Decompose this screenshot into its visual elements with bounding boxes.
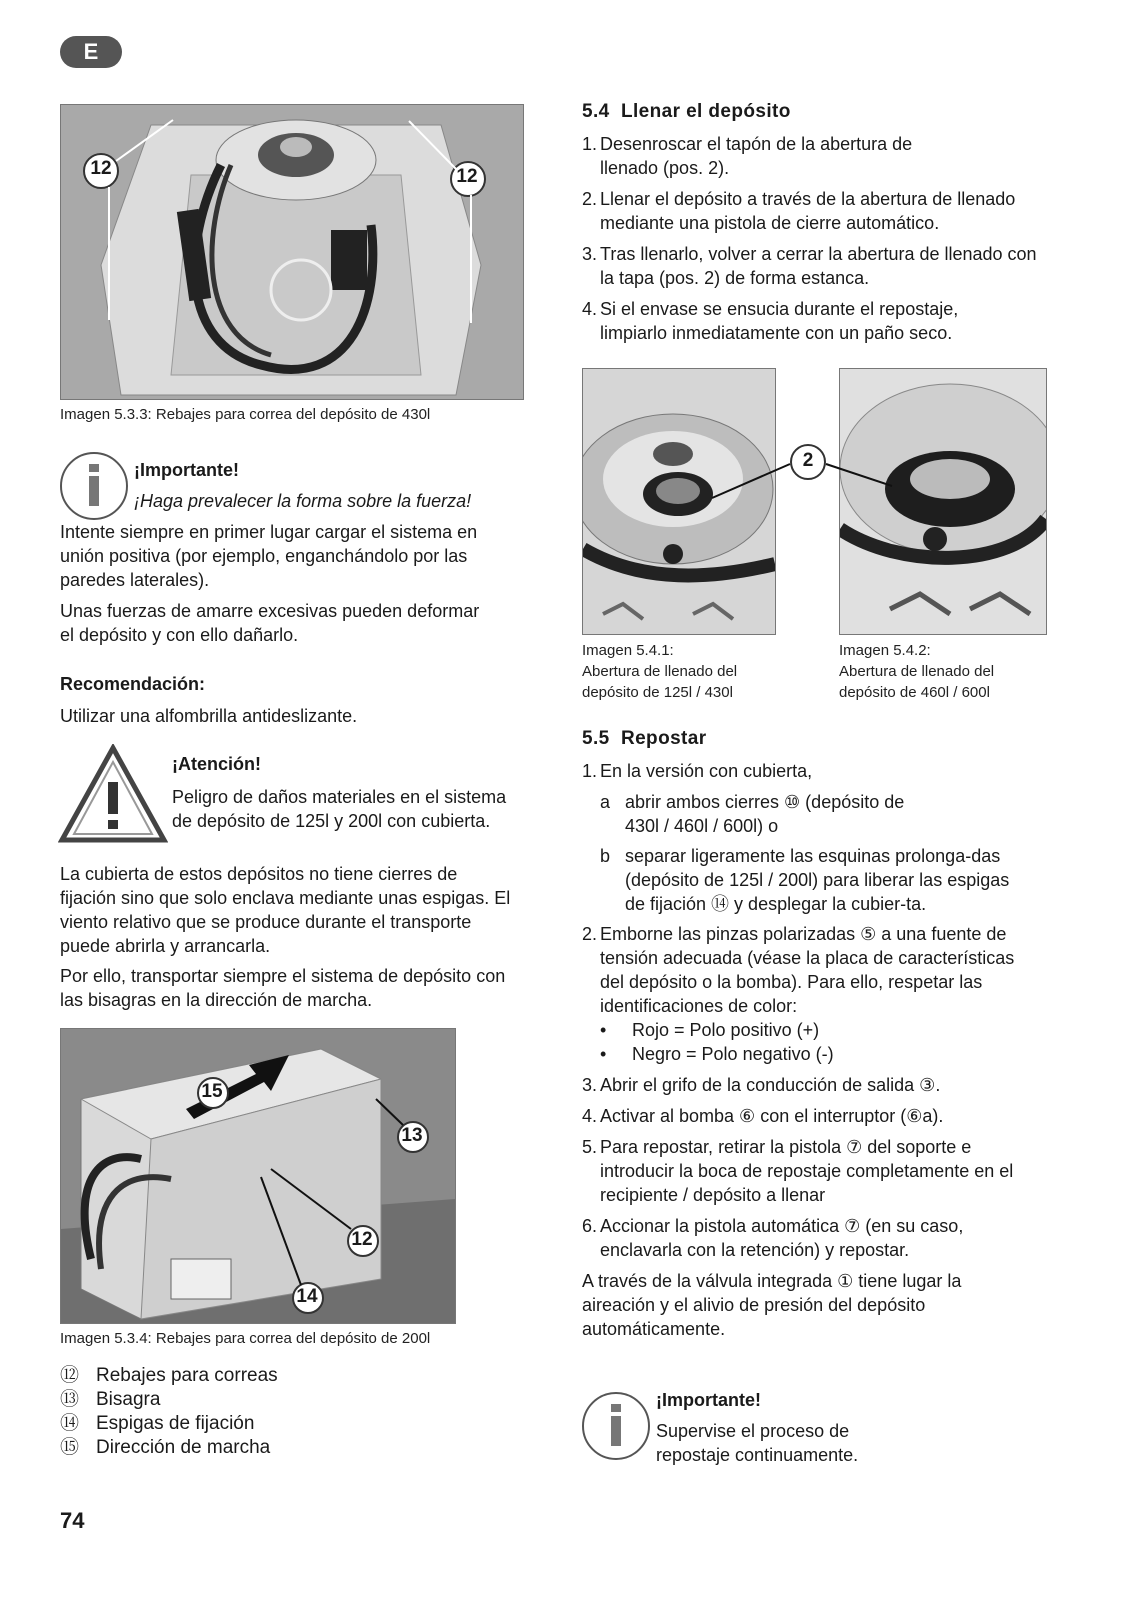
language-badge: E: [60, 36, 122, 68]
attention-paragraph-1: La cubierta de estos depósitos no tiene cierres de fijación sino que solo enclava mediante unas espigas. El viento relativo que se produce durante el transporte puede abrirla y arrancarla.: [60, 864, 511, 956]
list-text-content: Emborne las pinzas polarizadas ⑤ a una fuente de tensión adecuada (véase la placa de características del depósito o la bomba). Para ello, respetar las identificaciones de color:: [600, 924, 1015, 1016]
legend-number: ⑬: [60, 1389, 80, 1410]
legend-text: Espigas de fijación: [96, 1413, 255, 1434]
caption-line: depósito de 460l / 600l: [839, 684, 990, 701]
callout-14: 14: [296, 1286, 318, 1307]
legend-text: Bisagra: [96, 1389, 161, 1410]
sub-letter: b: [600, 846, 611, 866]
warning-triangle-icon: [58, 744, 168, 844]
section-5-4-heading: 5.4 Llenar el depósito: [582, 101, 791, 122]
list-number: 4.: [582, 1106, 598, 1126]
list-text: Si el envase se ensucia durante el repostaje, limpiarlo inmediatamente con un paño seco.: [600, 299, 959, 343]
important-title-2: ¡Importante!: [656, 1390, 761, 1410]
callout-12-a: 12: [90, 158, 112, 179]
list-item: [582, 1135, 1042, 1207]
callout-leader-lines: [582, 368, 1052, 638]
caption-line: depósito de 125l / 430l: [582, 684, 733, 701]
sub-item: [600, 790, 1042, 838]
sub-item: [600, 844, 1042, 916]
legend-number: ⑮: [60, 1437, 80, 1458]
after-list-text: A través de la válvula integrada ① tiene lugar la aireación y el alivio de presión del depósito automáticamente.: [582, 1271, 962, 1339]
bullet-list: [600, 1018, 1042, 1066]
important-title: ¡Importante!: [134, 460, 239, 480]
tank-top-photo: [60, 104, 524, 400]
legend-text: Dirección de marcha: [96, 1437, 271, 1458]
list-number: 3.: [582, 1075, 598, 1095]
list-text: Para repostar, retirar la pistola ⑦ del soporte e introducir la boca de repostaje completamente en el recipiente / depósito a llenar: [600, 1137, 1014, 1205]
callout-12-c: 12: [351, 1229, 373, 1250]
list-text: Abrir el grifo de la conducción de salida ③.: [600, 1075, 941, 1095]
important-text-2: Supervise el proceso de repostaje continuamente.: [656, 1421, 859, 1465]
caption-line: Abertura de llenado del: [839, 663, 995, 680]
caption-5-4-1: [582, 640, 822, 703]
list-item: [582, 132, 1052, 180]
sub-letter: a: [600, 792, 611, 812]
list-text: En la versión con cubierta,: [600, 761, 813, 781]
legend-text: Rebajes para correas: [96, 1365, 278, 1386]
list-number: 1.: [582, 134, 598, 154]
list-text: Llenar el depósito a través de la abertura de llenado mediante una pistola de cierre automático.: [600, 189, 1016, 233]
callout-13: 13: [401, 1125, 423, 1146]
important-paragraph-1: Intente siempre en primer lugar cargar el sistema en unión positiva (por ejemplo, enganchándolo por las paredes laterales).: [60, 522, 478, 590]
bullet-item: • Negro = Polo negativo (-): [600, 1044, 834, 1064]
section-5-5-list: [582, 759, 1042, 1341]
legend-list: [60, 1364, 460, 1460]
info-icon: [60, 452, 128, 520]
section-5-5-heading: 5.5 Repostar: [582, 728, 707, 749]
legend-item: [60, 1436, 460, 1460]
list-text: Activar al bomba ⑥ con el interruptor (⑥a).: [600, 1106, 944, 1126]
important-subtitle: ¡Haga prevalecer la forma sobre la fuerza!: [134, 491, 472, 511]
legend-number: ⑫: [60, 1365, 80, 1386]
list-text: Tras llenarlo, volver a cerrar la abertura de llenado con la tapa (pos. 2) de forma estanca.: [600, 244, 1037, 288]
list-number: 3.: [582, 244, 598, 264]
list-item: [582, 922, 1042, 1066]
list-text: Accionar la pistola automática ⑦ (en su caso, enclavarla con la retención) y repostar.: [600, 1216, 964, 1260]
legend-item: [60, 1388, 460, 1412]
bullet-text: Rojo = Polo positivo (+): [632, 1020, 820, 1040]
caption-line: Imagen 5.4.1:: [582, 642, 674, 659]
info-icon: [582, 1392, 650, 1460]
list-item: [582, 759, 1042, 783]
important-paragraph-2: Unas fuerzas de amarre excesivas pueden deformar el depósito y con ello dañarlo.: [60, 601, 480, 645]
list-number: 2.: [582, 924, 598, 944]
caption-line: Abertura de llenado del: [582, 663, 738, 680]
caption-5-3-3: Imagen 5.3.3: Rebajes para correa del depósito de 430l: [60, 406, 431, 423]
attention-paragraph-2: Por ello, transportar siempre el sistema de depósito con las bisagras en la dirección de marcha.: [60, 966, 506, 1010]
list-text: Desenroscar el tapón de la abertura de llenado (pos. 2).: [600, 134, 913, 178]
recommendation-title: Recomendación:: [60, 674, 206, 694]
list-item: [582, 1214, 1042, 1262]
list-number: 2.: [582, 189, 598, 209]
callout-15: 15: [201, 1081, 223, 1102]
caption-line: Imagen 5.4.2:: [839, 642, 931, 659]
caption-5-4-2: [839, 640, 1079, 703]
list-item: [582, 187, 1052, 235]
legend-item: [60, 1364, 460, 1388]
attention-text: Peligro de daños materiales en el sistema de depósito de 125l y 200l con cubierta.: [172, 787, 507, 831]
bullet-item: • Rojo = Polo positivo (+): [600, 1020, 820, 1040]
list-number: 6.: [582, 1216, 598, 1236]
legend-item: [60, 1412, 460, 1436]
callout-2: 2: [802, 450, 814, 471]
list-number: 1.: [582, 761, 598, 781]
page-number: 74: [60, 1508, 85, 1533]
list-item: [582, 1073, 1042, 1097]
attention-title: ¡Atención!: [172, 754, 261, 774]
bullet-text: Negro = Polo negativo (-): [632, 1044, 834, 1064]
sub-text: separar ligeramente las esquinas prolonga-das (depósito de 125l / 200l) para liberar las espigas de fijación ⑭ y desplegar la cubier-ta.: [625, 846, 1010, 914]
list-item: [582, 242, 1052, 290]
recommendation-text: Utilizar una alfombrilla antideslizante.: [60, 706, 358, 726]
sub-text: abrir ambos cierres ⑩ (depósito de 430l / 460l / 600l) o: [625, 792, 905, 836]
tank-200l-photo: [60, 1028, 456, 1324]
caption-5-3-4: Imagen 5.3.4: Rebajes para correa del depósito de 200l: [60, 1330, 431, 1347]
callout-12-b: 12: [456, 166, 478, 187]
section-5-4-list: [582, 132, 1052, 352]
legend-number: ⑭: [60, 1413, 80, 1434]
list-text: [600, 922, 1042, 1066]
list-item: [582, 297, 1052, 345]
list-number: 5.: [582, 1137, 598, 1157]
list-item: [582, 1104, 1042, 1128]
list-number: 4.: [582, 299, 598, 319]
